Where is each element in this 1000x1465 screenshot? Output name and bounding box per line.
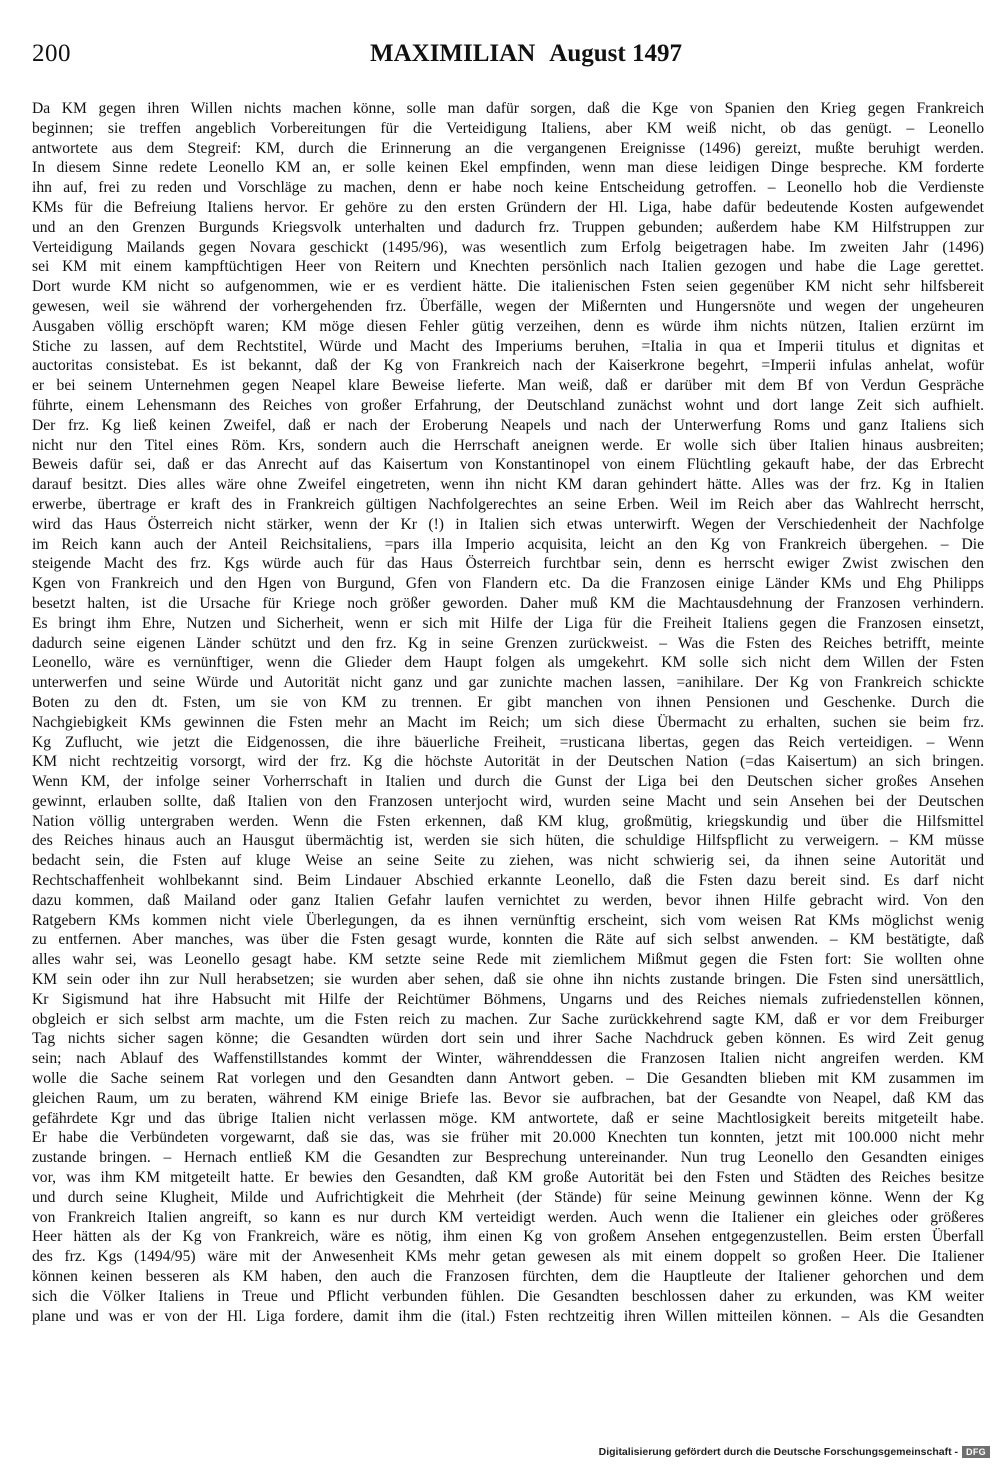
- text-line: auctoritas consistebat. Es ist bekannt, daß der Kg von Frankreich nach der Kaiserkrone begehrt, =Imperii infulas anhelat, wofür: [32, 357, 984, 375]
- body-text: [32, 99, 984, 1326]
- text-line: im Reich kann auch der Anteil Reichsitaliens, =pars illa Imperio acquisita, leicht an den Kg von Frankreich übergehen. – Die: [32, 535, 984, 553]
- text-line: nicht nur den Titel eines Röm. Krs, sondern auch die Herrschaft aneignen werde. Er wolle sich über Italien hinaus ausbreiten;: [32, 436, 984, 454]
- text-line: ihn auf, frei zu reden und Vorschläge zu machen, denn er habe noch keine Entscheidung getroffen. – Leonello hob die Verdienste: [32, 179, 984, 197]
- text-line: Der frz. Kg ließ keinen Zweifel, daß er nach der Eroberung Neapels und nach der Unterwerfung Roms und ganz Italiens sich: [32, 416, 984, 434]
- text-line: Verteidigung Mailands gegen Novara geschickt (1495/96), was wesentlich zum Erfolg beigetragen habe. Im zweiten Jahr (1496): [32, 238, 984, 256]
- digitization-credit: Digitalisierung gefördert durch die Deutsche Forschungsgemeinschaft -: [598, 1446, 958, 1458]
- text-line: KMs für die Befreiung Italiens hervor. Er gehöre zu den ersten Gründern der Hl. Liga, habe dafür bedeutende Kosten aufgewendet: [32, 198, 984, 216]
- text-line: gefährdete Kgr und das übrige Italien nicht verlassen möge. KM antwortete, daß er seine Machtlosigkeit bereits mitgeteilt habe.: [32, 1109, 984, 1127]
- text-line: erwerbe, übertrage er kraft des in Frankreich gültigen Nachfolgerechtes an seine Erben. Weil im Reich aber das Wahlrecht herrscht,: [32, 495, 984, 513]
- text-line: alles wahr sei, was Leonello gesagt habe. KM setzte seine Rede mit ziemlichem Mißmut gegen die Fsten fort: Sie wollten ohne: [32, 951, 984, 969]
- text-line: Ratgebern KMs kommen nicht viele Überlegungen, da es ihnen vernünftig erscheint, sich vom weisen Rat KMs möglichst wenig: [32, 911, 984, 929]
- text-line: Nachgiebigkeit KMs gewinnen die Fsten mehr an Macht im Reich; um sich diese Übermacht zu erhalten, suchen sie beim frz.: [32, 713, 984, 731]
- text-line: besetzt halten, ist die Ursache für Kriege noch größer geworden. Daher muß KM die Machtausdehnung der Franzosen verhindern.: [32, 594, 984, 612]
- text-line: Er habe die Verbündeten vorgewarnt, daß sie das, was sie früher mit 20.000 Knechten tun konnten, jetzt mit 100.000 nicht mehr: [32, 1129, 984, 1147]
- text-line: sich die Völker Italiens in Treue und Pflicht verbunden fühlen. Die Gesandten beschlossen daher zu erkunden, was KM weiter: [32, 1287, 984, 1305]
- page-number: 200: [32, 40, 71, 67]
- text-line: darauf besitzt. Dies alles wäre ohne Zweifel eingetreten, wenn ihn nicht KM daran gehindert hätte. Alles was der frz. Kg in Italien: [32, 476, 984, 494]
- text-line: Wenn KM, der infolge seiner Vorherrschaft in Italien und durch die Gunst der Liga bei den Deutschen sicher großes Ansehen: [32, 773, 984, 791]
- text-line: steigende Macht des frz. Kgs würde auch für das Haus Österreich furchtbar sein, denn es herrscht ewiger Zwist zwischen den: [32, 555, 984, 573]
- text-line: Stiche zu lassen, auf dem Rechtstitel, Würde und Macht des Imperiums beruhen, =Italia in qua et Imperii titulus et dignitas et: [32, 337, 984, 355]
- text-line: Leonello, wäre es vernünftiger, wenn die Glieder dem Haupt folgen als umgekehrt. KM solle sich nicht dem Willen der Fsten: [32, 654, 984, 672]
- text-line: Nation völlig untergraben werden. Wenn die Fsten erkennen, daß KM klug, großmütig, kriegskundig und über die Hilfsmittel: [32, 812, 984, 830]
- running-title-name: MAXIMILIAN: [370, 40, 536, 67]
- text-line: dadurch seine eigenen Länder schützt und den frz. Kg in seine Grenzen zurückweist. – Was die Fsten des Reiches betrifft, meinte: [32, 634, 984, 652]
- text-line: gewesen, weil sie während der vorhergehenden frz. Überfälle, wegen der Mißernten und Hungersnöte und wegen der ungeheuren: [32, 297, 984, 315]
- text-line: Boten zu den dt. Fsten, um sie von KM zu trennen. Er gibt manchen von ihnen Pensionen und Geschenke. Durch die: [32, 693, 984, 711]
- text-line: gleichen Raum, um zu beraten, während KM einige Briefe las. Bevor sie aufbrachen, bat der Gesandte von Neapel, daß KM das: [32, 1089, 984, 1107]
- text-line: führte, einem Lehensmann des Reiches von großer Erfahrung, der Deutschland zunächst wohnt und dort lange Zeit sich aufhielt.: [32, 396, 984, 414]
- text-line: Dort wurde KM nicht so aufgenommen, wie er es verdient hätte. Die italienischen Fsten seien gegenüber KM nicht sehr hilfsbereit: [32, 278, 984, 296]
- text-line: von Frankreich Italien angreift, so kann es nur durch KM verteidigt werden. Auch wenn die Italiener ein gleiches oder größeres: [32, 1208, 984, 1226]
- text-line: KM sein oder ihn zur Null herabsetzen; sie wurden aber sehen, daß sie ohne ihn nichts zustande bringen. Die Fsten sind unersättlich,: [32, 971, 984, 989]
- running-title-date: August 1497: [549, 40, 682, 67]
- text-line: des frz. Kgs (1494/95) wäre mit der Anwesenheit KMs mehr getan gewesen als mit einem doppelt so großen Heer. Die Italiener: [32, 1248, 984, 1266]
- text-line: Kr Sigismund hat ihre Habsucht mit Hilfe der Reichtümer Böhmens, Ungarns und des Reiches niemals zufriedenstellen können,: [32, 990, 984, 1008]
- text-line: plane und was er von der Hl. Liga fordere, damit ihm die (ital.) Fsten rechtzeitig ihren Willen mitteilen können. – Als die Gesandten: [32, 1307, 984, 1325]
- text-line: können keinen besseren als KM haben, den auch die Franzosen fürchten, dem die Hauptleute der Italiener gehorchen und dem: [32, 1268, 984, 1286]
- text-line: obgleich er sich selbst arm machte, um die Fsten reich zu machen. Zur Sache zurückkehrend sagte KM, daß er vor dem Freiburger: [32, 1010, 984, 1028]
- text-line: Da KM gegen ihren Willen nichts machen könne, solle man dafür sorgen, daß die Kge von Spanien den Krieg gegen Frankreich: [32, 100, 984, 117]
- text-line: gewinnt, erlauben sollte, daß Italien von den Franzosen unterjocht wird, wurden seine Macht und sein Ansehen bei der Deutschen: [32, 792, 984, 810]
- text-line: KM nicht rechtzeitig vorsorgt, wird der frz. Kg die höchste Autorität in der Deutschen Nation (=das Kaisertum) an sich bringen.: [32, 753, 984, 771]
- text-line: Kgen von Frankreich und den Hgen von Burgund, Gfen von Flandern etc. Da die Franzosen einige Länder KMs und Ehg Philipps: [32, 575, 984, 593]
- text-line: vor, was ihm KM mitgeteilt hatte. Er bewies den Gesandten, daß KM große Autorität bei den Fsten und Städten des Reiches besitze: [32, 1169, 984, 1187]
- text-line: antwortete aus dem Stegreif: KM, durch die Erinnerung an die vergangenen Ereignisse (1496) gereizt, mußte beruhigt werden.: [32, 139, 984, 157]
- text-line: Kg Zuflucht, wie jetzt die Eidgenossen, die ihre bäuerliche Freiheit, =rusticana libertas, gegen das Reich verteidigen. – Wenn: [32, 733, 984, 751]
- running-title: [370, 40, 682, 68]
- text-line: des Reiches hinaus auch an Hausgut übermächtig ist, werden sie sich hüten, die schuldige Hilfspflicht zu verweigern. – KM müsse: [32, 832, 984, 850]
- text-line: und durch seine Klugheit, Milde und Aufrichtigkeit die Mehrheit (der Stände) für seine Meinung gewinnen könne. Wenn der Kg: [32, 1188, 984, 1206]
- text-line: Heer hätten als der Kg von Frankreich, wäre es nötig, ihm einen Kg von großem Ansehen entgegenzustellen. Beim ersten Überfall: [32, 1228, 984, 1246]
- text-line: er bei seinem Unternehmen gegen Neapel klare Beweise lieferte. Man weiß, daß er darüber mit dem Bf von Verdun Gespräche: [32, 377, 984, 395]
- text-line: dazu kommen, daß Mailand oder ganz Italien Gefahr laufen vernichtet zu werden, bevor ihnen Hilfe gebracht wird. Von den: [32, 891, 984, 909]
- digitization-footer: [599, 1446, 990, 1458]
- text-line: Ausgaben völlig erschöpft waren; KM möge diesen Fehler gütig verzeihen, denn es würde ihm nichts nützen, Italien erzürnt im: [32, 317, 984, 335]
- text-line: und an den Grenzen Burgunds Kriegsvolk unterhalten und dadurch frz. Truppen gebunden; außerdem habe KM Hilfstruppen zur: [32, 218, 984, 236]
- text-line: Rechtschaffenheit wohlbekannt sind. Beim Lindauer Abschied erkannte Leonello, daß die Fsten dazu bereit sind. Es darf nicht: [32, 872, 984, 890]
- text-line: zu entfernen. Aber manches, was über die Fsten gesagt wurde, konnten die Räte auf sich selbst anwenden. – KM bestätigte, daß: [32, 931, 984, 949]
- text-line: wird das Haus Österreich nicht stärker, wenn der Kr (!) in Italien sich etwas unterwirft. Wegen der Verschiedenheit der Nachfolge: [32, 515, 984, 533]
- text-line: unterwerfen und seine Würde und Autorität nicht ganz und gar zunichte machen lassen, =anihilare. Der Kg von Frankreich schickte: [32, 674, 984, 692]
- text-line: Beweis dafür sei, daß er das Anrecht auf das Kaisertum von Konstantinopel von einem Flüchtling gekauft habe, der das Erbrecht: [32, 456, 984, 474]
- text-line: bedacht sein, die Fsten auf kluge Weise an seine Seite zu ziehen, was nicht schwierig sei, da ihnen seine Autorität und: [32, 852, 984, 870]
- text-line: beginnen; sie treffen angeblich Vorbereitungen für die Verteidigung Italiens, aber KM weiß nicht, ob das genügt. – Leonello: [32, 119, 984, 137]
- text-line: wolle die Sache seinem Rat vorlegen und den Gesandten dann Antwort geben. – Die Gesandten blieben mit KM zusammen im: [32, 1070, 984, 1088]
- text-line: In diesem Sinne redete Leonello KM an, er solle keinen Ekel empfinden, wenn man diese leidigen Dinge bespreche. KM forderte: [32, 159, 984, 177]
- text-line: Es bringt ihm Ehre, Nutzen und Sicherheit, wenn er sich mit Hilfe der Liga für die Freiheit Italiens gegen die Franzosen einsetzt,: [32, 614, 984, 632]
- text-line: sei KM mit einem kampftüchtigen Heer von Reitern und Knechten persönlich nach Italien gezogen und habe die Lage gerettet.: [32, 258, 984, 276]
- text-line: Tag nichts sicher sagen könne; die Gesandten würden dort sein und ihrer Sache Nachdruck geben können. Es wird Zeit genug: [32, 1030, 984, 1048]
- dfg-logo-icon: DFG: [962, 1446, 990, 1458]
- text-line: zustande bringen. – Hernach entließ KM die Gesandten zur Besprechung untereinander. Nun trug Leonello den Gesandten einiges: [32, 1149, 984, 1167]
- running-header: [32, 40, 980, 74]
- text-line: sein; nach Ablauf des Waffenstillstandes kommt der Winter, währenddessen die Franzosen Italien nicht angreifen werden. KM: [32, 1050, 984, 1068]
